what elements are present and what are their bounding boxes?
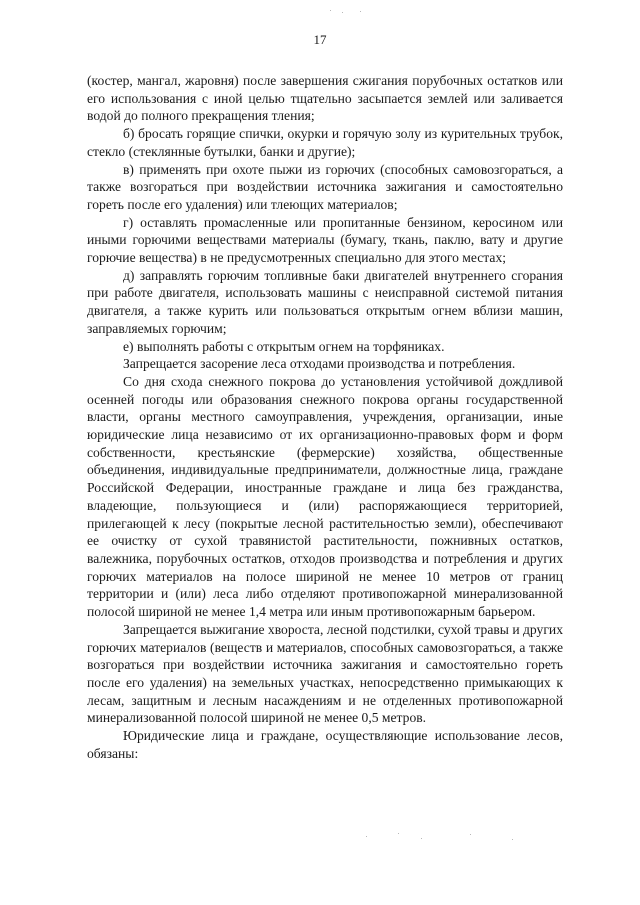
paragraph-territory-clearing: Со дня схода снежного покрова до установления устойчивой дождливой осенней погоды или образования снежного покрова органы государственной власти, органы местного самоуправления, учреждения, организации, иные юридические лица независимо от их организационно-правовых форм и форм собственности, крестьянские (фермерские) хозяйства, общественные объединения, индивидуальные предприниматели, должностные лица, граждане Российской Федерации, иностранные граждане и лица без гражданства, владеющие, пользующиеся и (или) распоряжающиеся территорией, прилегающей к лесу (покрытые лесной растительностью земли), обеспечивают ее очистку от сухой травянистой растительности, пожнивных остатков, валежника, порубочных остатков, отходов производства и потребления и других горючих материалов на полосе шириной не менее 10 метров от границ территории и (или) леса либо отделяют противопожарной минерализованной полосой шириной не менее 1,4 метра или иным противопожарным барьером. [87,373,563,620]
paragraph-burning-prohibition: Запрещается выжигание хвороста, лесной подстилки, сухой травы и других горючих материалов (веществ и материалов, способных самовозгораться, а также возгораться при воздействии источника зажигания и самостоятельно гореть после его удаления) на земельных участках, непосредственно примыкающих к лесам, защитным и лесным насаждениям и не отделенных противопожарной минерализованной полосой шириной не менее 0,5 метров. [87,621,563,726]
scan-speck [360,11,361,12]
scan-speck [330,10,331,11]
list-item-g: г) оставлять промасленные или пропитанные бензином, керосином или иными горючими веществами материалы (бумагу, ткань, паклю, вату и другие горючие вещества) в не предусмотренных специально для этого местах; [87,214,563,266]
paragraph-waste-prohibition: Запрещается засорение леса отходами производства и потребления. [123,356,516,372]
paragraph-obligations: Юридические лица и граждане, осуществляющие использование лесов, обязаны: [87,728,563,761]
scan-speck [342,12,343,13]
scan-speck [398,833,399,834]
page-number: 17 [313,32,327,47]
scan-speck [421,838,422,839]
document-body [87,72,563,762]
scan-speck [512,839,513,840]
paragraph-continuation: (костер, мангал, жаровня) после завершения сжигания порубочных остатков или его использования с иной целью тщательно засыпается землей или заливается водой до полного прекращения тления; [87,73,563,124]
list-item-e: е) выполнять работы с открытым огнем на торфяниках. [123,338,445,354]
list-item-b: б) бросать горящие спички, окурки и горячую золу из курительных трубок, стекло (стеклянные бутылки, банки и другие); [87,126,563,159]
list-item-d: д) заправлять горючим топливные баки двигателей внутреннего сгорания при работе двигателя, использовать машины с неисправной системой питания двигателя, а также курить или пользоваться открытым огнем вблизи машин, заправляемых горючим; [87,267,563,336]
scan-speck [366,836,367,837]
list-item-v: в) применять при охоте пыжи из горючих (способных самовозгораться, а также возгораться при воздействии источника зажигания и самостоятельно гореть после его удаления) или тлеющих материалов; [87,161,563,212]
scan-speck [470,834,471,835]
